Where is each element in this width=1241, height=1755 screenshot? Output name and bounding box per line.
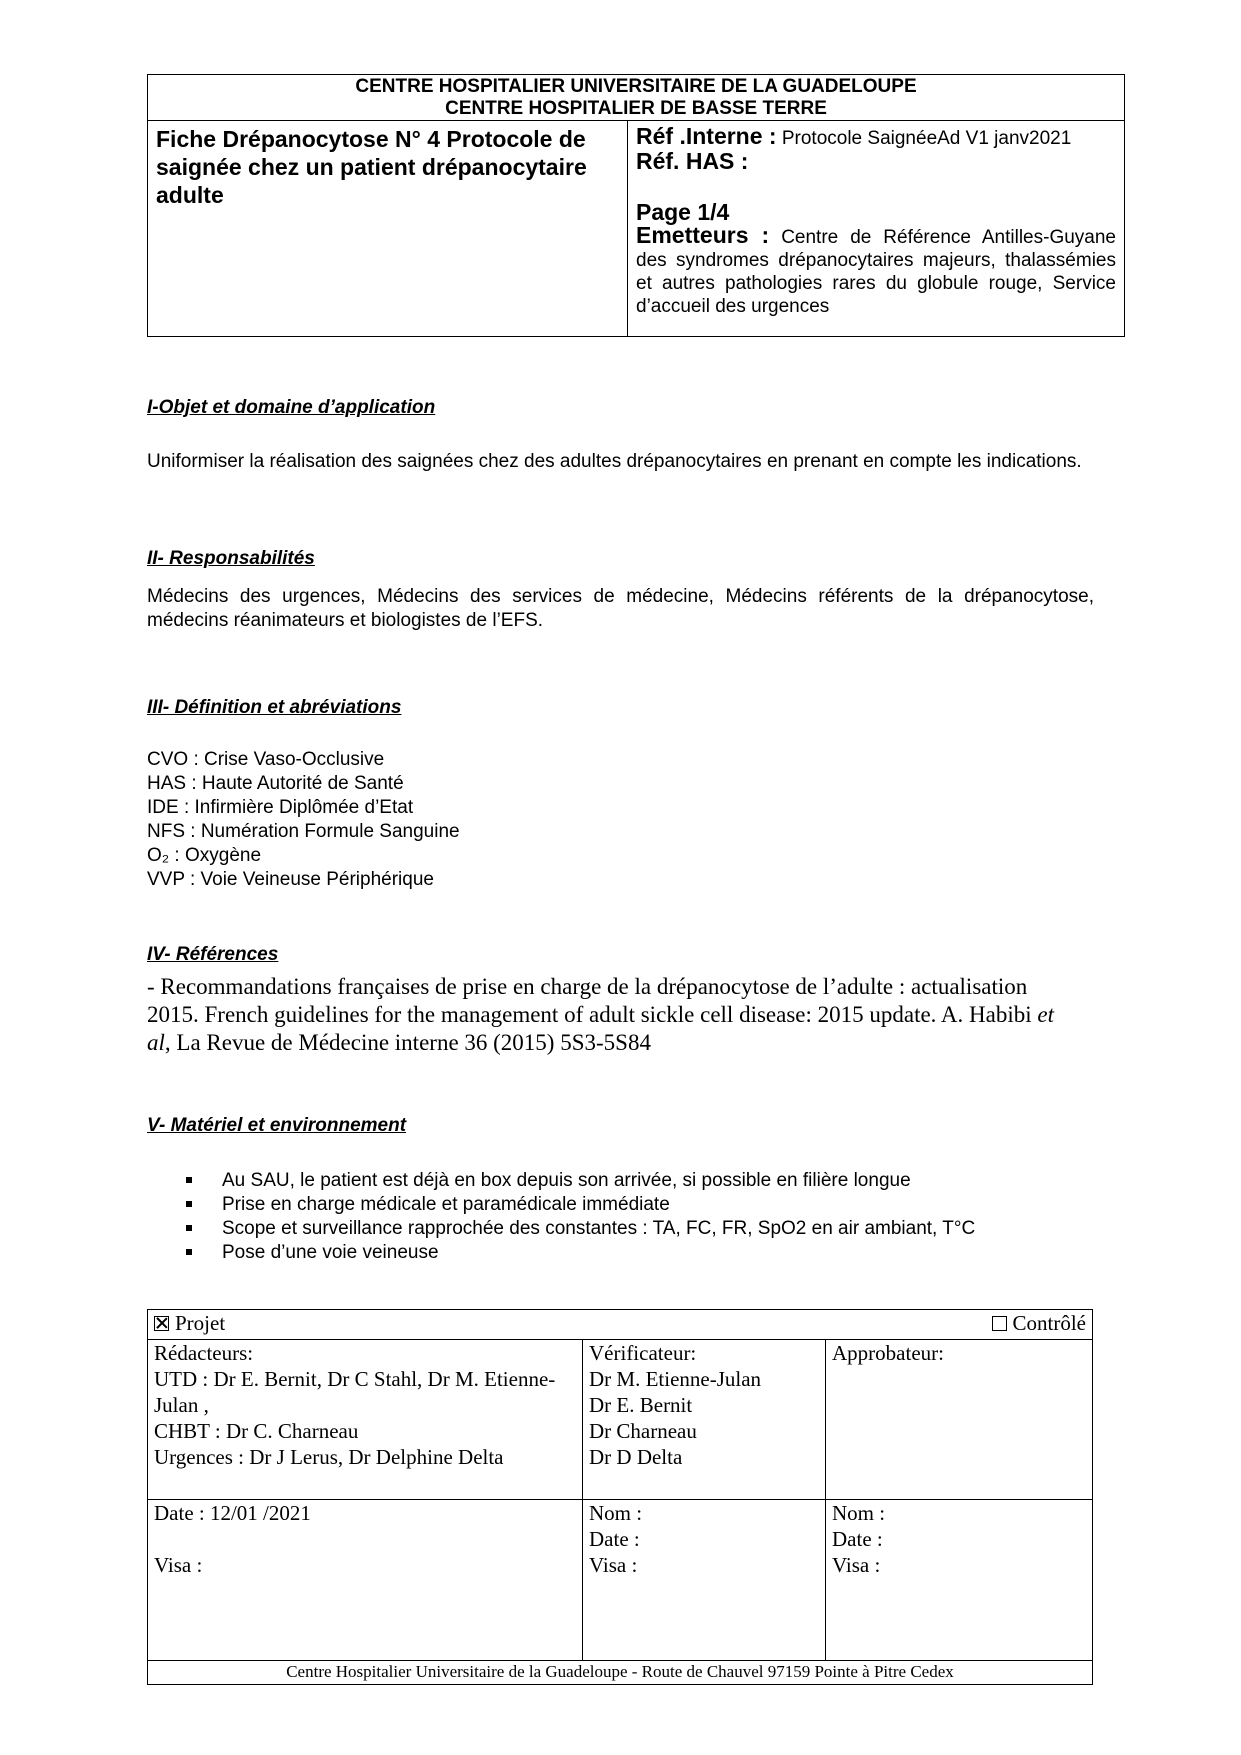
page-number: Page 1/4 — [636, 199, 730, 225]
hospital-name: CENTRE HOSPITALIER DE BASSE TERRE — [445, 98, 827, 119]
materiel-item: Prise en charge médicale et paramédicale immédiate — [186, 1193, 975, 1217]
abbreviation-item: IDE : Infirmière Diplômée d’Etat — [147, 797, 414, 818]
reference-text-start: - Recommandations françaises de prise en charge de la drépanocytose de l’adulte : actualisation 2015. French guidelines for the management of adult sickle cell disease: 2015 update. A. Habibi — [147, 974, 1038, 1027]
redacteurs-label: Rédacteurs: — [154, 1341, 254, 1365]
verificateur-label: Vérificateur: — [589, 1341, 697, 1365]
materiel-item: Au SAU, le patient est déjà en box depuis son arrivée, si possible en filière longue — [186, 1169, 975, 1193]
section-title-definitions-text: III- Définition et abréviations — [147, 697, 402, 718]
verificateur-nom: Nom : — [589, 1501, 643, 1525]
materiel-list — [186, 1169, 975, 1265]
reference-entry — [147, 973, 1077, 1057]
document-title-cell — [148, 121, 628, 337]
redacteurs-visa: Visa : — [154, 1553, 203, 1577]
redacteurs-line: CHBT : Dr C. Charneau — [154, 1419, 359, 1443]
emetteurs-first: Centre de Référence Antilles-Guyane — [781, 227, 1116, 248]
redacteurs-visa-cell — [148, 1500, 583, 1661]
abbreviation-item: HAS : Haute Autorité de Santé — [147, 773, 404, 794]
verificateur-visa-cell — [583, 1500, 826, 1661]
verificateur-date: Date : — [589, 1527, 640, 1551]
controle-status: Contrôlé — [992, 1310, 1087, 1336]
abbreviation-item: NFS : Numération Formule Sanguine — [147, 821, 460, 842]
redacteurs-line: UTD : Dr E. Bernit, Dr C Stahl, Dr M. Etienne-Julan , — [154, 1367, 556, 1417]
ref-interne-value: Protocole SaignéeAd V1 janv2021 — [781, 128, 1072, 149]
reference-et-al: et al — [147, 1002, 1054, 1055]
section-title-references: IV- Références — [147, 944, 279, 965]
section-title-definitions — [147, 697, 697, 719]
section-text-responsabilites: Médecins des urgences, Médecins des services de médecine, Médecins référents de la drépanocytose, médecins réanimateurs et biologistes de l’EFS. — [147, 586, 1094, 631]
approbateur-cell — [826, 1340, 1093, 1500]
verificateur-cell — [583, 1340, 826, 1500]
emetteurs-rest: des syndromes drépanocytaires majeurs, thalassémies et autres pathologies rares du globule rouge, Service d’accueil des urgences — [636, 250, 1116, 317]
address-footer: Centre Hospitalier Universitaire de la Guadeloupe - Route de Chauvel 97159 Pointe à Pitre Cedex — [148, 1661, 1093, 1685]
bullet-icon — [186, 1177, 192, 1183]
bullet-icon — [186, 1225, 192, 1231]
materiel-item: Pose d’une voie veineuse — [186, 1241, 975, 1265]
checked-box-icon — [154, 1316, 169, 1331]
approbateur-visa: Visa : — [832, 1553, 881, 1577]
document-header-table — [147, 74, 1125, 337]
redacteurs-line: Urgences : Dr J Lerus, Dr Delphine Delta — [154, 1445, 504, 1469]
ref-interne-label: Réf .Interne : — [636, 123, 777, 149]
redacteurs-date: Date : 12/01 /2021 — [154, 1501, 311, 1525]
document-meta-cell — [628, 121, 1125, 337]
approbateur-date: Date : — [832, 1527, 883, 1551]
institution-name: CENTRE HOSPITALIER UNIVERSITAIRE DE LA GUADELOUPE — [355, 76, 917, 97]
ref-has-label: Réf. HAS : — [636, 148, 749, 174]
redacteurs-cell — [148, 1340, 583, 1500]
empty-checkbox-icon — [992, 1316, 1007, 1331]
materiel-item: Scope et surveillance rapprochée des constantes : TA, FC, FR, SpO2 en air ambiant, T°C — [186, 1217, 975, 1241]
bullet-icon — [186, 1201, 192, 1207]
validation-table — [147, 1309, 1093, 1685]
institution-cell — [148, 75, 1125, 121]
verificateur-line: Dr M. Etienne-Julan — [589, 1367, 762, 1391]
approbateur-visa-cell — [826, 1500, 1093, 1661]
approbateur-nom: Nom : — [832, 1501, 886, 1525]
section-text-objet: Uniformiser la réalisation des saignées chez des adultes drépanocytaires en prenant en compte les indications. — [147, 451, 1082, 472]
abbreviation-item: CVO : Crise Vaso-Occlusive — [147, 749, 385, 770]
abbreviations-list — [147, 748, 460, 892]
status-row — [148, 1310, 1093, 1340]
verificateur-line: Dr E. Bernit — [589, 1393, 693, 1417]
verificateur-line: Dr D Delta — [589, 1445, 683, 1469]
section-title-materiel: V- Matériel et environnement — [147, 1115, 407, 1136]
reference-text-end: , La Revue de Médecine interne 36 (2015) 5S3-5S84 — [164, 1030, 651, 1055]
section-title-objet: I-Objet et domaine d’application — [147, 397, 436, 418]
abbreviation-item: VVP : Voie Veineuse Périphérique — [147, 869, 434, 890]
bullet-icon — [186, 1249, 192, 1255]
emetteurs-label: Emetteurs : — [636, 222, 770, 248]
document-title: Fiche Drépanocytose N° 4 Protocole de saignée chez un patient drépanocytaire adulte — [156, 126, 587, 208]
section-title-responsabilites: II- Responsabilités — [147, 548, 315, 569]
projet-status: Projet — [154, 1311, 225, 1335]
approbateur-label: Approbateur: — [832, 1341, 944, 1365]
abbreviation-item: O₂ : Oxygène — [147, 845, 262, 866]
verificateur-line: Dr Charneau — [589, 1419, 697, 1443]
verificateur-visa: Visa : — [589, 1553, 638, 1577]
